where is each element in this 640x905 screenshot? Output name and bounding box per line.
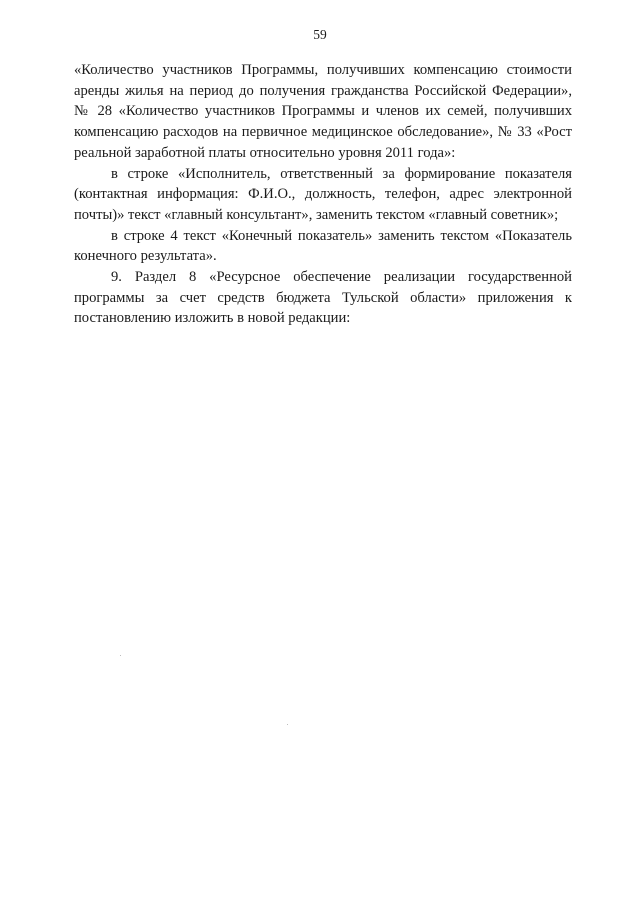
paragraph-item-9: 9. Раздел 8 «Ресурсное обеспечение реализации государственной программы за счет средств бюджета Тульской области» приложения к постановлению изложить в новой редакции: xyxy=(74,269,572,327)
scan-speck xyxy=(120,655,121,656)
paragraph-row-4: в строке 4 текст «Конечный показатель» заменить текстом «Показатель конечного результата». xyxy=(74,227,572,265)
paragraph-executor-row: в строке «Исполнитель, ответственный за формирование показателя (контактная информация: Ф.И.О., должность, телефон, адрес электронной почты)» текст «главный консультант», заменить текстом «главный советник»; xyxy=(74,165,572,223)
document-body xyxy=(74,60,572,329)
paragraph-continuation: «Количество участников Программы, получивших компенсацию стоимости аренды жилья на период до получения гражданства Российской Федерации», № 28 «Количество участников Программы и членов их семей, получивших компенсацию расходов на первичное медицинское обследование», № 33 «Рост реальной заработной платы относительно уровня 2011 года»: xyxy=(74,62,572,161)
page-number: 59 xyxy=(313,27,327,42)
scan-speck xyxy=(287,724,288,725)
